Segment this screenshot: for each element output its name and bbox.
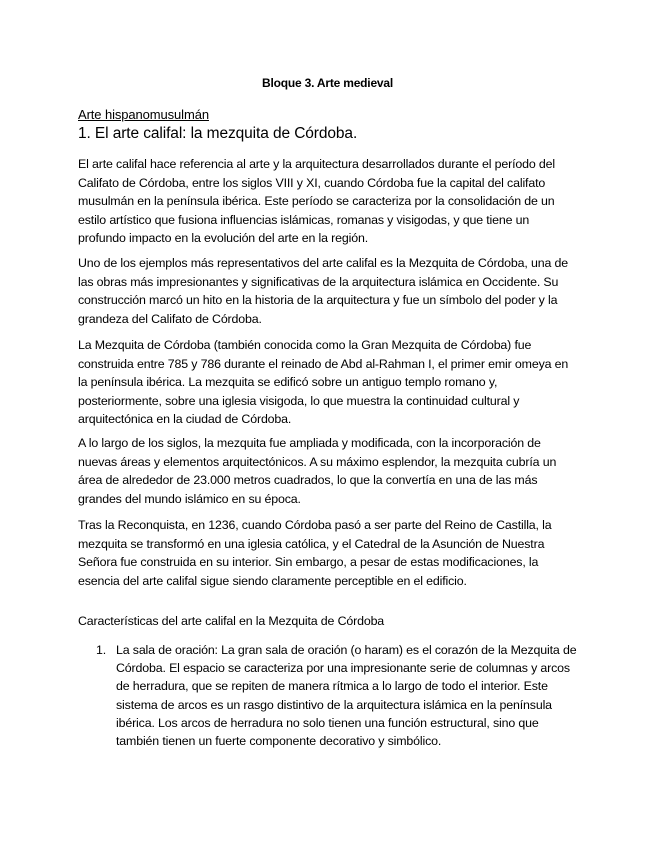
paragraph: El arte califal hace referencia al arte y la arquitectura desarrollados durante el período del Califato de Córdoba, entre los siglos VIII y XI, cuando Córdoba fue la capital del califato musulmán en la península ibérica. Este período se caracteriza por la consolidación de un estilo artístico que fusiona influencias islámicas, romanas y visigodas, y que tiene un profundo impacto en la evolución del arte en la región. bbox=[78, 157, 555, 245]
section-label: Arte hispanomusulmán bbox=[78, 107, 209, 122]
paragraph: Uno de los ejemplos más representativos del arte califal es la Mezquita de Córdoba, una de las obras más impresionantes y significativas de la arquitectura islámica en Occidente. Su construcción marcó un hito en la historia de la arquitectura y fue un símbolo del poder y la grandeza del Califato de Córdoba. bbox=[78, 256, 568, 326]
numbered-list bbox=[78, 641, 578, 750]
document-title: Bloque 3. Arte medieval bbox=[262, 76, 393, 90]
paragraph: Tras la Reconquista, en 1236, cuando Córdoba pasó a ser parte del Reino de Castilla, la mezquita se transformó en una iglesia católica, y el Catedral de la Asunción de Nuestra Señora fue construida en su interior. Sin embargo, a pesar de estas modificaciones, la esencia del arte califal sigue siendo claramente perceptible en el edificio. bbox=[78, 518, 552, 588]
section-heading: 1. El arte califal: la mezquita de Córdoba. bbox=[78, 125, 358, 142]
paragraph: La Mezquita de Córdoba (también conocida como la Gran Mezquita de Córdoba) fue construida entre 785 y 786 durante el reinado de Abd al-Rahman I, el primer emir omeya en la península ibérica. La mezquita se edificó sobre un antiguo templo romano y, posteriormente, sobre una iglesia visigoda, lo que muestra la continuidad cultural y arquitectónica en la ciudad de Córdoba. bbox=[78, 338, 569, 426]
list-item-number: 1. bbox=[96, 643, 107, 657]
paragraph: A lo largo de los siglos, la mezquita fue ampliada y modificada, con la incorporación de nuevas áreas y elementos arquitectónicos. A su máximo esplendor, la mezquita cubría un área de alrededor de 23.000 metros cuadrados, lo que la convertía en una de las más grandes del mundo islámico en su época. bbox=[78, 436, 557, 506]
subheading: Características del arte califal en la Mezquita de Córdoba bbox=[78, 614, 385, 628]
list-item-text: La sala de oración: La gran sala de oración (o haram) es el corazón de la Mezquita de Córdoba. El espacio se caracteriza por una impresionante serie de columnas y arcos de herradura, que se repiten de manera rítmica a lo largo de todo el interior. Este sistema de arcos es un rasgo distintivo de la arquitectura islámica en la península ibérica. Los arcos de herradura no solo tienen una función estructural, sino que también tienen un fuerte componente decorativo y simbólico. bbox=[116, 643, 577, 749]
list-item bbox=[78, 641, 578, 750]
